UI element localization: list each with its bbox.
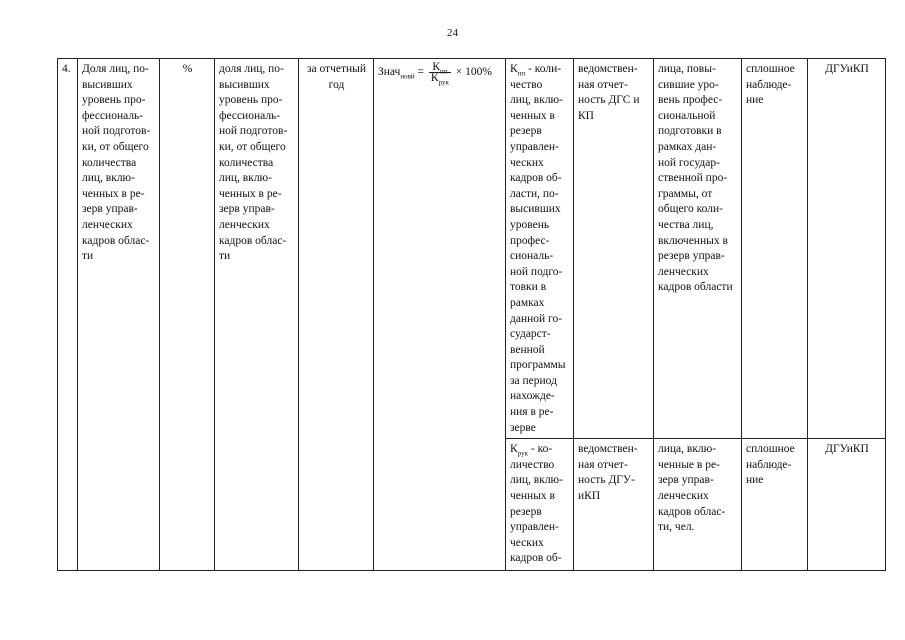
- source-cell: [574, 59, 654, 439]
- indicator-table: [57, 58, 886, 571]
- variable-subscript: рук: [517, 449, 528, 458]
- population-cell: [654, 439, 742, 571]
- table-row: [58, 59, 886, 439]
- responsible: ДГУиКП: [825, 443, 869, 456]
- variable-description-cell: [506, 439, 574, 571]
- data-source: ведомствен- ная отчет- ность ДГС и КП: [578, 63, 640, 122]
- formula: [378, 61, 492, 87]
- formula-fraction: [429, 61, 451, 87]
- formula-multiplier: × 100%: [455, 66, 492, 79]
- variable-symbol: К: [510, 443, 518, 456]
- responsible-cell: [808, 59, 886, 439]
- population: лица, повы- сившие уро- вень профес- сиональной подготовки в рамках дан- ной государ- ственной про- граммы, от общего коли- чества лиц, включенных в резерв управ- ленческих кадров области: [658, 63, 733, 294]
- indicator-name-cell: [78, 59, 160, 571]
- page-number: 24: [447, 27, 458, 39]
- variable-subscript: пп: [517, 69, 526, 78]
- population: лица, вклю- ченные в ре- зерв управ- ленческих кадров облас- ти, чел.: [658, 443, 726, 534]
- formula-numerator: $К_{пп}$: [429, 62, 451, 73]
- collection-method: сплошное наблюде- ние: [746, 63, 795, 107]
- variable-description: - ко- личество лиц, вклю- ченных в резерв управлен- ческих кадров об-: [510, 443, 563, 565]
- method-cell: [742, 439, 808, 571]
- period-cell: [299, 59, 374, 571]
- unit-cell: [160, 59, 215, 571]
- row-number: 4.: [62, 63, 71, 75]
- indicator-name: Доля лиц, по- высивших уровень про- фессиональ- ной подготов- ки, от общего количества лиц, вклю- ченных в ре- зерв управ- ленческих кадров облас- ти: [82, 63, 151, 263]
- variable-description: - коли- чество лиц, вклю- ченных в резерв управлен- ческих кадров об- ласти, по- высивших уровень профес- сиональ- ной подго- товки в рамках данной го- сударст- венной программы за период нахожде- ния в ре- зерве: [510, 63, 566, 434]
- unit: %: [182, 63, 193, 75]
- data-source: ведомствен- ная отчет- ность ДГУ- иКП: [578, 443, 638, 503]
- collection-method: сплошное наблюде- ние: [746, 443, 795, 487]
- variable-symbol: К: [510, 63, 518, 75]
- formula-lhs: Знач: [378, 66, 401, 79]
- definition-cell: [215, 59, 299, 571]
- source-cell: [574, 439, 654, 571]
- variable-description-cell: [506, 59, 574, 439]
- formula-lhs-sub: новй: [400, 72, 415, 81]
- indicator-definition: доля лиц, по- высивших уровень про- фессиональ- ной подготов- ки, от общего количества лиц, вклю- ченных в ре- зерв управ- ленческих кадров облас- ти: [219, 63, 288, 263]
- responsible: ДГУиКП: [825, 63, 869, 75]
- formula-denominator: $К_{рук}$: [430, 72, 449, 87]
- formula-equals: =: [417, 66, 425, 79]
- row-number-cell: [58, 59, 78, 571]
- population-cell: [654, 59, 742, 439]
- period: за отчетный год: [306, 63, 367, 91]
- formula-cell: [374, 59, 506, 571]
- responsible-cell: [808, 439, 886, 571]
- method-cell: [742, 59, 808, 439]
